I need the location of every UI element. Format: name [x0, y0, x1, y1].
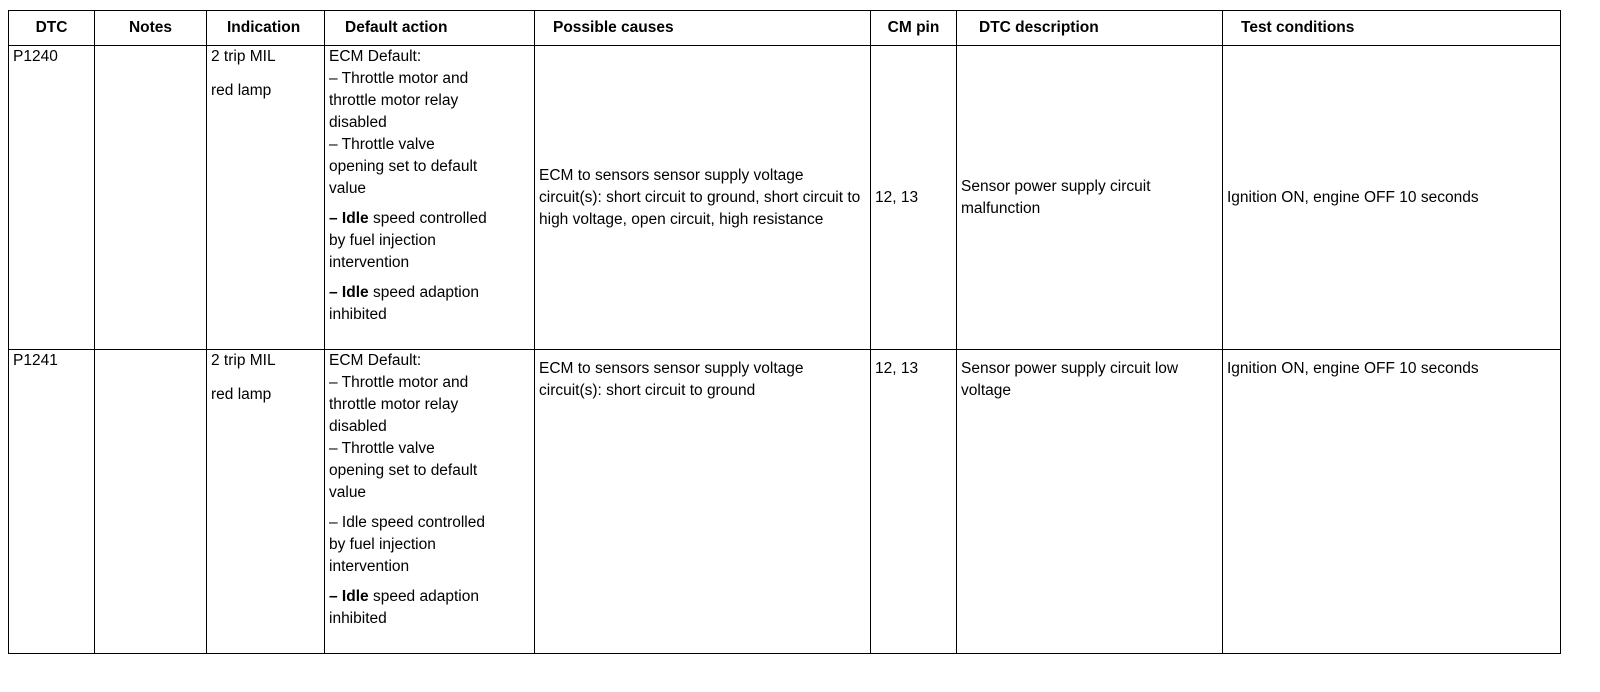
header-test-conditions: Test conditions	[1223, 11, 1561, 46]
possible-causes-cell	[535, 350, 871, 654]
indication-line: red lamp	[211, 386, 272, 403]
default-action-line: ECM Default:	[329, 352, 422, 369]
idle-label: – Idle	[329, 284, 369, 301]
header-possible-causes: Possible causes	[535, 11, 871, 46]
default-action-line: intervention	[329, 558, 410, 575]
dtc-description-cell: Sensor power supply circuit malfunction	[957, 46, 1223, 350]
default-action-line	[329, 208, 530, 230]
default-action-line: opening set to default	[329, 158, 478, 175]
header-dtc-description: DTC description	[957, 11, 1223, 46]
table-row	[9, 350, 1561, 654]
default-action-line: inhibited	[329, 306, 387, 323]
default-action-line: – Throttle valve	[329, 440, 435, 457]
idle-rest: speed adaption	[368, 588, 479, 605]
test-conditions-cell	[1223, 350, 1561, 654]
default-action-line	[329, 512, 530, 534]
idle-rest: speed controlled	[368, 210, 487, 227]
header-cm-pin: CM pin	[871, 11, 957, 46]
idle-label: – Idle	[329, 514, 367, 531]
header-dtc: DTC	[9, 11, 95, 46]
default-action-line: value	[329, 484, 367, 501]
default-action-line: – Throttle motor and	[329, 70, 469, 87]
indication-line: 2 trip MIL	[211, 352, 276, 369]
default-action-line: by fuel injection	[329, 536, 436, 553]
cm-pin-cell	[871, 350, 957, 654]
notes-cell	[95, 46, 207, 350]
table-row	[9, 46, 1561, 350]
possible-causes-text: ECM to sensors sensor supply voltage circuit(s): short circuit to ground	[539, 360, 804, 399]
default-action-line: disabled	[329, 114, 387, 131]
default-action-line: value	[329, 180, 367, 197]
header-notes: Notes	[95, 11, 207, 46]
dtc-description-cell	[957, 350, 1223, 654]
default-action-line: disabled	[329, 418, 387, 435]
dtc-description-text: Sensor power supply circuit low voltage	[961, 360, 1179, 399]
default-action-line	[329, 586, 530, 608]
test-conditions-cell: Ignition ON, engine OFF 10 seconds	[1223, 46, 1561, 350]
default-action-cell	[325, 46, 535, 350]
default-action-line: throttle motor relay	[329, 92, 459, 109]
idle-label: – Idle	[329, 210, 369, 227]
idle-label: – Idle	[329, 588, 369, 605]
indication-cell	[207, 350, 325, 654]
notes-cell	[95, 350, 207, 654]
cm-pin-cell: 12, 13	[871, 46, 957, 350]
header-default-action: Default action	[325, 11, 535, 46]
indication-cell	[207, 46, 325, 350]
default-action-line: throttle motor relay	[329, 396, 459, 413]
default-action-line: – Throttle motor and	[329, 374, 469, 391]
header-indication: Indication	[207, 11, 325, 46]
default-action-cell	[325, 350, 535, 654]
idle-rest: speed adaption	[368, 284, 479, 301]
default-action-line: by fuel injection	[329, 232, 436, 249]
dtc-code: P1241	[9, 350, 95, 654]
default-action-line: inhibited	[329, 610, 387, 627]
dtc-table	[8, 10, 1561, 654]
test-conditions-text: Ignition ON, engine OFF 10 seconds	[1227, 360, 1479, 377]
indication-line: 2 trip MIL	[211, 48, 276, 65]
possible-causes-cell: ECM to sensors sensor supply voltage circuit(s): short circuit to ground, short circuit to high voltage, open circuit, high resistance	[535, 46, 871, 350]
cm-pin-text: 12, 13	[875, 360, 919, 377]
indication-line: red lamp	[211, 82, 272, 99]
header-row	[9, 11, 1561, 46]
default-action-line: intervention	[329, 254, 410, 271]
default-action-line: opening set to default	[329, 462, 478, 479]
default-action-line: ECM Default:	[329, 48, 422, 65]
default-action-line	[329, 282, 530, 304]
default-action-line: – Throttle valve	[329, 136, 435, 153]
dtc-code: P1240	[9, 46, 95, 350]
idle-rest: speed controlled	[366, 514, 485, 531]
